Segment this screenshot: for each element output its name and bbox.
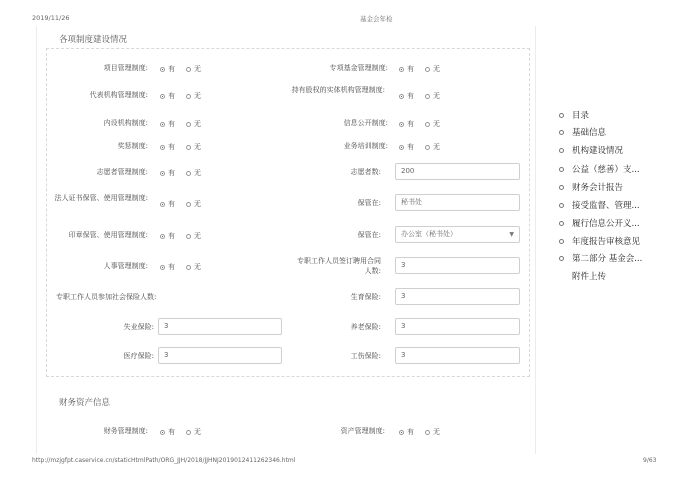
radio-no-icon[interactable] bbox=[186, 171, 191, 176]
nav-item-audit-opinion[interactable]: 年度报告审核意见 bbox=[559, 235, 640, 247]
label-seal-keeper: 保管在: bbox=[357, 231, 381, 239]
radio-cert-custody[interactable]: 有 无 bbox=[160, 199, 201, 209]
nav-item-org-building[interactable]: 机构建设情况 bbox=[559, 144, 623, 156]
radio-yes-icon[interactable] bbox=[160, 234, 165, 239]
radio-yes-icon[interactable] bbox=[160, 67, 165, 72]
label-volunteer-count: 志愿者数: bbox=[350, 168, 381, 176]
radio-volunteer-mgmt[interactable]: 有 无 bbox=[160, 168, 201, 178]
radio-yes-icon[interactable] bbox=[399, 67, 404, 72]
bullet-icon bbox=[559, 221, 564, 226]
label-cert-custody: 法人证书保管、使用管理制度: bbox=[54, 194, 148, 202]
bullet-icon bbox=[559, 203, 564, 208]
label-maternity: 生育保险: bbox=[350, 293, 381, 301]
nav-item-financial-report[interactable]: 财务会计报告 bbox=[559, 181, 623, 193]
label-contract-staff: 专职工作人员签订聘用合同人数: bbox=[297, 257, 381, 275]
radio-no-icon[interactable] bbox=[186, 234, 191, 239]
radio-yes-icon[interactable] bbox=[399, 430, 404, 435]
radio-no-icon[interactable] bbox=[425, 430, 430, 435]
label-cert-keeper: 保管在: bbox=[357, 199, 381, 207]
bullet-icon bbox=[559, 148, 564, 153]
radio-no-icon[interactable] bbox=[186, 430, 191, 435]
section-title-institution: 各项制度建设情况 bbox=[59, 35, 128, 45]
radio-rep-office[interactable]: 有 无 bbox=[160, 91, 201, 101]
maternity-insurance-field[interactable]: 3 bbox=[395, 288, 520, 305]
radio-yes-icon[interactable] bbox=[399, 145, 404, 150]
nav-item-part-two[interactable]: 第二部分 基金会... bbox=[559, 252, 642, 264]
label-personnel-mgmt: 人事管理制度: bbox=[103, 262, 148, 270]
radio-no-icon[interactable] bbox=[186, 145, 191, 150]
radio-yes-icon[interactable] bbox=[160, 171, 165, 176]
radio-yes-icon[interactable] bbox=[160, 265, 165, 270]
radio-yes-icon[interactable] bbox=[399, 94, 404, 99]
print-url: http://mzjgfpt.caservice.cn/staticHtmlPath/ORG_JJH/2018/JJHNJ2019012411262346.html bbox=[32, 457, 296, 464]
cert-keeper-field[interactable]: 秘书处 bbox=[395, 194, 520, 211]
radio-yes-icon[interactable] bbox=[160, 122, 165, 127]
radio-seal-custody[interactable]: 有 无 bbox=[160, 231, 201, 241]
radio-business-training[interactable]: 有 无 bbox=[399, 142, 440, 152]
section-title-finance: 财务资产信息 bbox=[59, 398, 111, 408]
radio-no-icon[interactable] bbox=[425, 122, 430, 127]
radio-no-icon[interactable] bbox=[186, 122, 191, 127]
radio-no-icon[interactable] bbox=[425, 145, 430, 150]
radio-yes-icon[interactable] bbox=[160, 145, 165, 150]
radio-no-icon[interactable] bbox=[186, 265, 191, 270]
caret-down-icon: ▼ bbox=[509, 231, 514, 238]
label-social-insurance: 专职工作人员参加社会保险人数: bbox=[56, 293, 157, 301]
radio-project-mgmt[interactable]: 有 无 bbox=[160, 64, 201, 74]
seal-keeper-select[interactable]: 办公室（秘书处） ▼ bbox=[395, 226, 520, 243]
label-injury: 工伤保险: bbox=[350, 352, 381, 360]
pension-insurance-field[interactable]: 3 bbox=[395, 318, 520, 335]
radio-no-icon[interactable] bbox=[186, 202, 191, 207]
label-info-disclosure: 信息公开制度: bbox=[343, 119, 388, 127]
print-title: 基金会年检 bbox=[360, 15, 393, 23]
label-equity-entity: 持有股权的实体机构管理制度: bbox=[291, 86, 385, 94]
radio-info-disclosure[interactable]: 有 无 bbox=[399, 119, 440, 129]
contract-staff-field[interactable]: 3 bbox=[395, 257, 520, 274]
label-pension: 养老保险: bbox=[350, 323, 381, 331]
label-financial-mgmt: 财务管理制度: bbox=[103, 427, 148, 435]
radio-asset-mgmt[interactable]: 有 无 bbox=[399, 427, 440, 437]
radio-yes-icon[interactable] bbox=[160, 430, 165, 435]
bullet-icon bbox=[559, 256, 564, 261]
bullet-icon bbox=[559, 113, 564, 118]
bullet-icon bbox=[559, 130, 564, 135]
bullet-icon bbox=[559, 167, 564, 172]
radio-equity-entity[interactable]: 有 无 bbox=[399, 91, 440, 101]
label-project-mgmt: 项目管理制度: bbox=[103, 64, 148, 72]
nav-item-attachments[interactable]: 附件上传 bbox=[572, 272, 607, 282]
medical-insurance-field[interactable]: 3 bbox=[158, 347, 282, 364]
radio-no-icon[interactable] bbox=[425, 94, 430, 99]
label-special-fund: 专项基金管理制度: bbox=[329, 64, 388, 72]
nav-item-basic-info[interactable]: 基础信息 bbox=[559, 126, 606, 138]
print-page-number: 9/63 bbox=[643, 457, 657, 464]
radio-no-icon[interactable] bbox=[186, 67, 191, 72]
radio-yes-icon[interactable] bbox=[399, 122, 404, 127]
label-rep-office: 代表机构管理制度: bbox=[89, 91, 148, 99]
nav-item-disclosure[interactable]: 履行信息公开义... bbox=[559, 217, 640, 229]
bullet-icon bbox=[559, 185, 564, 190]
radio-financial-mgmt[interactable]: 有 无 bbox=[160, 427, 201, 437]
label-business-training: 业务培训制度: bbox=[343, 142, 388, 150]
radio-award[interactable]: 有 无 bbox=[160, 142, 201, 152]
radio-yes-icon[interactable] bbox=[160, 94, 165, 99]
label-award: 奖惩制度: bbox=[117, 142, 148, 150]
radio-internal-org[interactable]: 有 无 bbox=[160, 119, 201, 129]
label-seal-custody: 印章保管、使用管理制度: bbox=[68, 231, 148, 239]
volunteer-count-field[interactable]: 200 bbox=[395, 163, 520, 180]
radio-yes-icon[interactable] bbox=[160, 202, 165, 207]
print-date: 2019/11/26 bbox=[32, 14, 70, 22]
label-asset-mgmt: 资产管理制度: bbox=[340, 427, 385, 435]
nav-item-charity[interactable]: 公益（慈善）支... bbox=[559, 163, 640, 175]
label-volunteer-mgmt: 志愿者管理制度: bbox=[96, 168, 148, 176]
radio-no-icon[interactable] bbox=[186, 94, 191, 99]
bullet-icon bbox=[559, 239, 564, 244]
radio-personnel-mgmt[interactable]: 有 无 bbox=[160, 262, 201, 272]
radio-no-icon[interactable] bbox=[425, 67, 430, 72]
label-unemployment: 失业保险: bbox=[123, 323, 154, 331]
nav-item-supervision[interactable]: 接受监督、管理... bbox=[559, 199, 640, 211]
unemployment-insurance-field[interactable]: 3 bbox=[158, 318, 282, 335]
radio-special-fund[interactable]: 有 无 bbox=[399, 64, 440, 74]
label-internal-org: 内设机构制度: bbox=[103, 119, 148, 127]
injury-insurance-field[interactable]: 3 bbox=[395, 347, 520, 364]
nav-item-contents[interactable]: 目录 bbox=[559, 109, 589, 121]
label-medical: 医疗保险: bbox=[123, 352, 154, 360]
